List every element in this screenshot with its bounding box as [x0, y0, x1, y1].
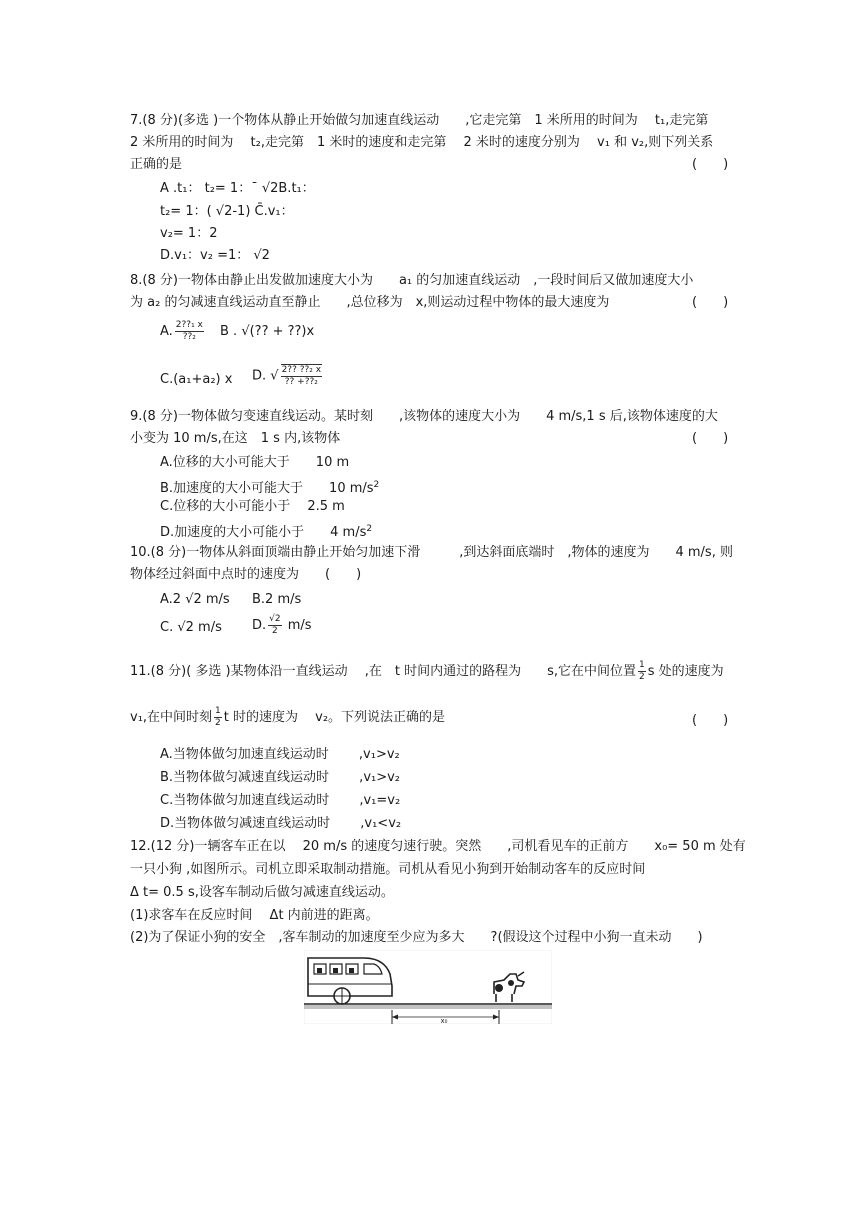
q12-line2: 一只小狗 ,如图所示。司机立即采取制动措施。司机从看见小狗到开始制动客车的反应时间: [130, 862, 646, 877]
q9-option-b: [160, 476, 379, 498]
q9-option-c: C.位移的大小可能小于 2.5 m: [160, 499, 345, 514]
q11-half-fraction-1: [638, 660, 646, 683]
q10-line2: 物体经过斜面中点时的速度为 ( ): [130, 567, 362, 582]
q8-option-d: [252, 364, 324, 388]
q8-option-d-num: 2?? ??₂ x: [281, 365, 322, 375]
q9-option-b-exp: 2: [373, 480, 380, 490]
q10-option-d-unit: m/s: [287, 618, 312, 633]
q9-option-d-exp: 2: [366, 524, 373, 534]
q11-frac2-num: 1: [215, 706, 221, 716]
q11-line2-tail: t 时的速度为 v₂。下列说法正确的是: [223, 710, 446, 725]
q8-option-c: C.(a₁+a₂) x: [160, 372, 233, 387]
q10-option-d-fraction: [268, 614, 281, 637]
q11-line2-text: v₁,在中间时刻: [130, 710, 213, 725]
q7-answer-paren: ( ): [692, 157, 729, 172]
q9-option-d: [160, 520, 372, 542]
q8-option-b: B . √(?? + ??)x: [220, 324, 315, 339]
q7-option-b: t₂= 1：( √2-1) C̄.v₁：: [160, 204, 294, 219]
q11-frac1-num: 1: [639, 660, 645, 670]
q9-line1: 9.(8 分)一物体做匀变速直线运动。某时刻 ,该物体的速度大小为 4 m/s,1 s 后,该物体速度的大: [130, 409, 718, 424]
q11-line1-text: 11.(8 分)( 多选 )某物体沿一直线运动 ,在 t 时间内通过的路程为 s,它在中间位置: [130, 664, 637, 679]
q8-option-d-den: ?? +??₂: [284, 377, 318, 387]
q11-frac1-den: 2: [639, 672, 645, 682]
q9-option-b-text: B.加速度的大小可能大于 10 m/s: [160, 481, 374, 496]
q9-answer-paren: ( ): [692, 431, 729, 446]
q11-option-b: B.当物体做匀减速直线运动时 ,v₁>v₂: [160, 770, 401, 785]
q11-frac2-den: 2: [215, 718, 221, 728]
q11-option-d: D.当物体做匀减速直线运动时 ,v₁<v₂: [160, 816, 402, 831]
q12-line1: 12.(12 分)一辆客车正在以 20 m/s 的速度匀速行驶。突然 ,司机看见车的正前方 x₀= 50 m 处有: [130, 839, 746, 854]
q8-option-d-fraction: [281, 364, 323, 388]
q10-option-a: A.2 √2 m/s: [160, 592, 230, 607]
q9-line2: 小变为 10 m/s,在这 1 s 内,该物体: [130, 431, 341, 446]
q11-line2: [130, 706, 445, 729]
q10-option-d-den: 2: [272, 626, 278, 636]
bus-dog-figure: [304, 950, 552, 1024]
q12-subquestion-2: (2)为了保证小狗的安全 ,客车制动的加速度至少应为多大 ?(假设这个过程中小狗一直未动 ): [130, 930, 703, 945]
q8-option-a-label: A.: [160, 324, 173, 339]
q8-line1: 8.(8 分)一物体由静止出发做加速度大小为 a₁ 的匀加速直线运动 ,一段时间后又做加速度大小: [130, 273, 694, 288]
q7-option-a: A .t₁： t₂= 1：¯ √2B.t₁：: [160, 181, 315, 196]
q7-line2: 2 米所用的时间为 t₂,走完第 1 米时的速度和走完第 2 米时的速度分别为 v₁ 和 v₂,则下列关系: [130, 135, 714, 150]
q11-line1-tail: s 处的速度为: [647, 664, 724, 679]
distance-label: x₀: [440, 1017, 448, 1024]
q8-option-a: [160, 320, 206, 343]
q8-line2: 为 a₂ 的匀减速直线运动直至静止 ,总位移为 x,则运动过程中物体的最大速度为: [130, 295, 610, 310]
q7-line1: 7.(8 分)(多选 )一个物体从静止开始做匀加速直线运动 ,它走完第 1 米所用的时间为 t₁,走完第: [130, 113, 709, 128]
q10-line1: 10.(8 分)一物体从斜面顶端由静止开始匀加速下滑 ,到达斜面底端时 ,物体的速度为 4 m/s, 则: [130, 545, 733, 560]
q12-line3: Δ t= 0.5 s,设客车制动后做匀减速直线运动。: [130, 885, 394, 900]
q9-option-a: A.位移的大小可能大于 10 m: [160, 455, 350, 470]
q12-subquestion-1: (1)求客车在反应时间 Δt 内前进的距离。: [130, 908, 379, 923]
q10-option-d-label: D.: [252, 618, 267, 633]
q8-option-a-den: ??₂: [182, 332, 196, 342]
q10-option-c: C. √2 m/s: [160, 620, 222, 635]
q11-answer-paren: ( ): [692, 713, 729, 728]
q11-line1: [130, 660, 724, 683]
q8-option-a-num: 2??₁ x: [175, 320, 203, 330]
q11-half-fraction-2: [214, 706, 222, 729]
q8-answer-paren: ( ): [692, 295, 729, 310]
q8-option-d-label: D. √: [252, 368, 279, 384]
q11-option-c: C.当物体做匀加速直线运动时 ,v₁=v₂: [160, 793, 401, 808]
q9-option-d-text: D.加速度的大小可能小于 4 m/s: [160, 525, 367, 540]
q7-option-c: v₂= 1：2: [160, 226, 218, 241]
q10-option-b: B.2 m/s: [252, 592, 302, 607]
q11-option-a: A.当物体做匀加速直线运动时 ,v₁>v₂: [160, 747, 400, 762]
q10-option-d-num: √2: [269, 614, 281, 624]
q8-option-a-fraction: [175, 320, 204, 343]
q10-option-d: [252, 614, 312, 637]
q7-option-d: D.v₁：v₂ =1： √2: [160, 248, 270, 263]
q7-line3: 正确的是: [130, 157, 183, 172]
